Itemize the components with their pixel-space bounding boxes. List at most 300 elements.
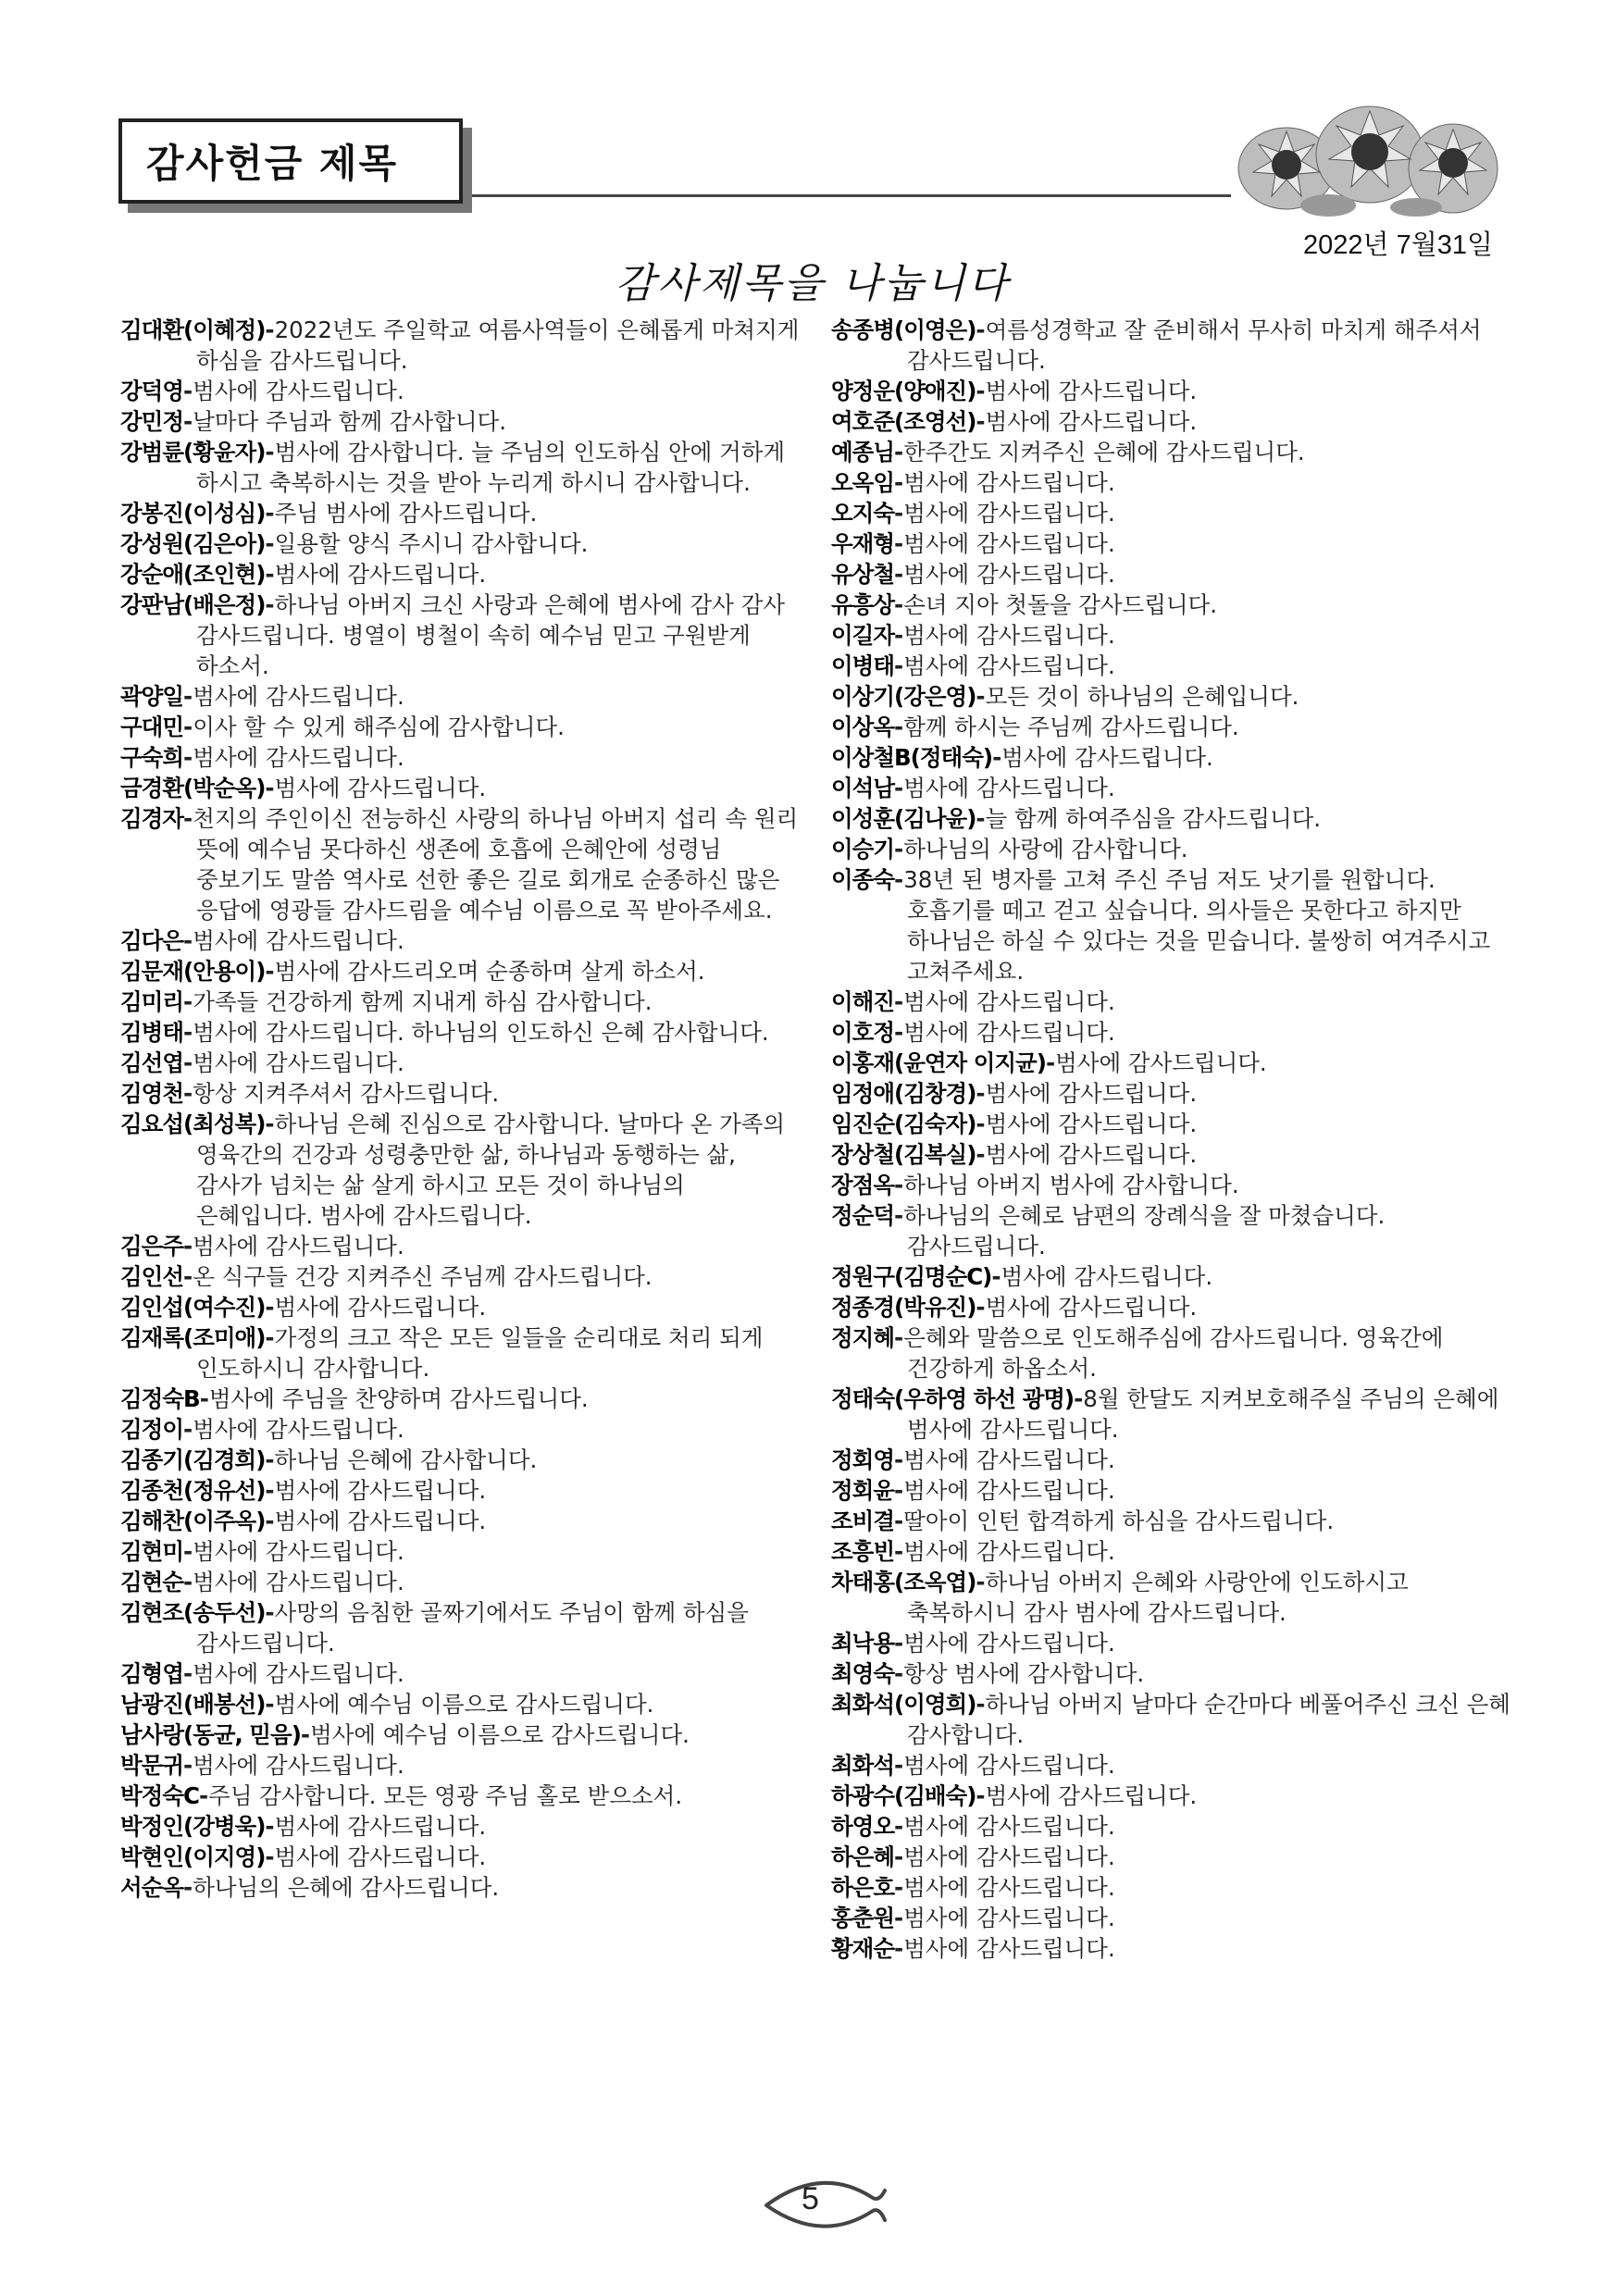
entry-separator: - — [894, 500, 904, 527]
thanks-entry — [120, 376, 805, 406]
thanks-entry — [120, 956, 805, 987]
entry-separator: - — [894, 1477, 904, 1504]
thanks-entry — [120, 803, 805, 925]
thanks-entry — [120, 1475, 805, 1506]
thanks-entry — [120, 773, 805, 803]
thanks-entry — [831, 437, 1516, 467]
thanks-entry — [831, 1139, 1516, 1170]
entry-name: 김해찬(이주옥) — [120, 1508, 266, 1534]
entry-text: 하나님의 은혜로 남편의 장례식을 잘 마쳤습니다. 감사드립니다. — [903, 1202, 1386, 1260]
thanks-entry — [120, 1109, 805, 1231]
entry-separator: - — [894, 1202, 904, 1229]
entry-name: 김형엽 — [120, 1660, 184, 1687]
entry-separator: - — [894, 439, 904, 465]
thanks-entry — [831, 590, 1516, 620]
entry-name: 양정운(양애진) — [831, 378, 976, 404]
entry-separator: - — [183, 1233, 193, 1260]
entry-text: 범사에 감사드립니다. — [985, 1080, 1198, 1107]
entry-text: 범사에 감사드립니다. — [903, 561, 1115, 588]
entry-text: 범사에 주님을 찬양하며 감사드립니다. — [208, 1385, 589, 1412]
thanks-entry — [120, 1078, 805, 1109]
entry-name: 하은혜 — [831, 1843, 895, 1870]
entry-name: 최영숙 — [831, 1660, 895, 1687]
entry-separator: - — [183, 1752, 193, 1779]
entry-separator: - — [265, 1111, 275, 1137]
thanks-entry — [120, 1567, 805, 1597]
entry-separator: - — [265, 1691, 275, 1718]
entry-name: 김인선 — [120, 1263, 184, 1290]
entry-text: 범사에 감사드립니다. — [274, 775, 487, 801]
entry-text: 범사에 감사드립니다. — [903, 1843, 1115, 1870]
thanks-entry — [120, 712, 805, 742]
thanks-entry — [831, 1109, 1516, 1139]
entry-separator: - — [894, 1660, 904, 1687]
entry-name: 황재순 — [831, 1935, 895, 1962]
thanks-entry — [120, 1750, 805, 1781]
entry-text: 범사에 감사드립니다. — [903, 1813, 1115, 1840]
entry-name: 금경환(박순옥) — [120, 775, 266, 801]
entry-text: 범사에 감사드립니다. — [193, 1233, 404, 1260]
entry-name: 여호준(조영선) — [831, 408, 976, 435]
thanks-entry — [120, 1384, 805, 1414]
entry-name: 박문귀 — [120, 1752, 184, 1779]
thanks-entry — [831, 498, 1516, 528]
entry-text: 범사에 감사드립니다. — [193, 683, 404, 710]
entry-separator: - — [265, 1843, 275, 1870]
thanks-entry — [120, 1414, 805, 1445]
entry-separator: - — [183, 1080, 193, 1107]
entry-separator: - — [1045, 1049, 1056, 1076]
entry-name: 이홍재(윤연자 이지균) — [831, 1049, 1046, 1076]
thanks-entry — [120, 1506, 805, 1536]
entry-name: 김종천(정유선) — [120, 1477, 266, 1504]
thanks-entry — [120, 1781, 805, 1811]
entry-separator: - — [894, 1935, 904, 1962]
thanks-entry — [120, 987, 805, 1017]
entry-name: 조흥빈 — [831, 1538, 895, 1565]
entry-separator: - — [183, 714, 193, 740]
entry-separator: - — [894, 1446, 904, 1473]
thanks-entry — [831, 1903, 1516, 1933]
entry-name: 박정숙C — [120, 1782, 199, 1809]
entry-name: 김재록(조미애) — [120, 1324, 266, 1351]
entry-name: 하광수(김배숙) — [831, 1782, 976, 1809]
entry-text: 범사에 감사드립니다. — [903, 1477, 1115, 1504]
entry-name: 정지혜 — [831, 1324, 895, 1351]
entry-name: 김은주 — [120, 1233, 184, 1260]
entry-name: 하영오 — [831, 1813, 895, 1840]
thanks-entry — [831, 1078, 1516, 1109]
entry-separator: - — [894, 866, 904, 893]
entry-name: 강범륜(황윤자) — [120, 439, 266, 465]
entry-separator: - — [894, 1752, 904, 1779]
entry-separator: - — [183, 378, 193, 404]
thanks-entry — [120, 437, 805, 498]
entry-name: 우재형 — [831, 530, 895, 557]
entry-separator: - — [894, 1874, 904, 1901]
thanks-entry — [120, 590, 805, 681]
entry-text: 일용할 양식 주시니 감사합니다. — [274, 530, 589, 557]
entry-name: 장상철(김복실) — [831, 1141, 976, 1168]
entry-separator: - — [183, 1049, 193, 1076]
entry-text: 범사에 감사드립니다. — [193, 1660, 404, 1687]
entry-text: 범사에 감사드립니다. — [903, 469, 1115, 496]
entry-name: 최낙용 — [831, 1630, 895, 1657]
thanks-entry — [120, 1292, 805, 1322]
entry-name: 이석남 — [831, 775, 895, 801]
entry-name: 박정인(강병욱) — [120, 1813, 266, 1840]
entry-separator: - — [183, 1569, 193, 1595]
thanks-entry — [120, 742, 805, 773]
entry-text: 범사에 감사드립니다. — [193, 927, 404, 954]
entry-name: 김대환(이혜정) — [120, 316, 266, 343]
entry-text: 하나님 아버지 은혜와 사랑안에 인도하시고 축복하시니 감사 범사에 감사드립니다. — [907, 1569, 1409, 1626]
entry-name: 구숙희 — [120, 744, 184, 771]
page-number: 5 — [802, 2181, 819, 2216]
entry-text: 하나님 아버지 날마다 순간마다 베풀어주신 크신 은혜 감사합니다. — [907, 1691, 1510, 1748]
entry-name: 최화석 — [831, 1752, 895, 1779]
thanks-entry — [831, 681, 1516, 712]
entry-text: 범사에 감사드립니다. — [985, 378, 1198, 404]
entry-separator: - — [992, 744, 1002, 771]
thanks-entry — [831, 528, 1516, 559]
entry-separator: - — [183, 683, 193, 710]
entry-separator: - — [894, 591, 904, 618]
thanks-entry — [831, 1689, 1516, 1750]
entry-name: 강순애(조인현) — [120, 561, 266, 588]
thanks-entry — [831, 406, 1516, 437]
entry-text: 하나님 은혜에 감사합니다. — [274, 1446, 538, 1473]
entry-name: 정태숙(우하영 하선 광명) — [831, 1385, 1075, 1412]
page-title-box — [118, 118, 463, 204]
thanks-entry — [831, 559, 1516, 590]
entry-text: 범사에 감사드립니다. — [903, 1874, 1115, 1901]
entry-name: 장점옥 — [831, 1172, 895, 1198]
entry-separator: - — [265, 1294, 275, 1321]
thanks-entry — [831, 620, 1516, 651]
entry-separator: - — [894, 1843, 904, 1870]
thanks-entry — [120, 925, 805, 956]
entry-separator: - — [976, 1782, 986, 1809]
entry-text: 하나님의 사랑에 감사합니다. — [903, 836, 1188, 863]
date-label: 2022년 7월31일 — [1303, 230, 1493, 260]
thanks-entry — [120, 1597, 805, 1658]
section-subtitle: 감사제목을 나눕니다 — [615, 260, 1011, 307]
thanks-entry — [831, 1200, 1516, 1261]
entry-text: 8월 한달도 지켜보호해주실 주님의 은혜에 범사에 감사드립니다. — [907, 1385, 1499, 1443]
entry-name: 강봉진(이성심) — [120, 500, 266, 527]
entry-name: 이승기 — [831, 836, 895, 863]
entry-separator: - — [976, 1294, 986, 1321]
entry-text: 하나님의 은혜에 감사드립니다. — [193, 1874, 500, 1901]
entry-name: 남사랑(동균, 믿음) — [120, 1721, 301, 1748]
entry-text: 함께 하시는 주님께 감사드립니다. — [903, 714, 1239, 740]
entry-separator: - — [183, 1874, 193, 1901]
entry-separator: - — [976, 1691, 986, 1718]
entry-separator: - — [265, 1477, 275, 1504]
entry-text: 주님 범사에 감사드립니다. — [274, 500, 538, 527]
thanks-entry — [120, 1719, 805, 1750]
entry-name: 김현순 — [120, 1569, 184, 1595]
entry-name: 정회윤 — [831, 1477, 895, 1504]
thanks-entry — [831, 1261, 1516, 1292]
entry-text: 범사에 감사드립니다. — [193, 1569, 404, 1595]
entry-name: 차태홍(조옥엽) — [831, 1569, 976, 1595]
entry-separator: - — [183, 1019, 193, 1046]
entry-text: 범사에 감사드립니다. — [985, 1111, 1198, 1137]
page-title: 감사헌금 제목 — [146, 141, 399, 186]
entry-text: 범사에 감사드립니다. — [274, 1477, 487, 1504]
entry-name: 김미리 — [120, 988, 184, 1015]
thanks-entry — [831, 1750, 1516, 1781]
thanks-entry — [120, 1231, 805, 1261]
entry-separator: - — [894, 1813, 904, 1840]
entry-separator: - — [976, 1080, 986, 1107]
entry-separator: - — [894, 530, 904, 557]
thanks-entry — [120, 681, 805, 712]
entry-separator: - — [265, 1599, 275, 1626]
entry-text: 범사에 감사드립니다. — [903, 622, 1115, 649]
entry-name: 이상옥 — [831, 714, 895, 740]
entry-separator: - — [1074, 1385, 1084, 1412]
thanks-entry — [831, 742, 1516, 773]
entry-name: 조비결 — [831, 1508, 895, 1534]
thanks-entry — [831, 773, 1516, 803]
entry-text: 범사에 감사드립니다. — [903, 1905, 1115, 1931]
entry-name: 최화석(이영희) — [831, 1691, 976, 1718]
entry-separator: - — [183, 1660, 193, 1687]
entry-name: 김다은 — [120, 927, 184, 954]
thanks-entry — [831, 1475, 1516, 1506]
entry-name: 김종기(김경희) — [120, 1446, 266, 1473]
thanks-entry — [120, 406, 805, 437]
entry-name: 이길자 — [831, 622, 895, 649]
entry-text: 범사에 감사드립니다. — [985, 1294, 1198, 1321]
entry-text: 범사에 감사드립니다. 하나님의 인도하신 은혜 감사합니다. — [193, 1019, 769, 1046]
entry-separator: - — [976, 1111, 986, 1137]
entry-name: 김현조(송두선) — [120, 1599, 266, 1626]
entry-name: 김정이 — [120, 1416, 184, 1443]
entry-text: 범사에 감사드립니다. — [903, 1752, 1115, 1779]
entry-separator: - — [894, 988, 904, 1015]
entry-text: 범사에 감사드립니다. — [274, 1843, 487, 1870]
entry-separator: - — [183, 988, 193, 1015]
entry-text: 범사에 감사드립니다. — [903, 988, 1115, 1015]
thanks-entry — [831, 1445, 1516, 1475]
entry-name: 김경자 — [120, 805, 184, 832]
entry-name: 김문재(안용이) — [120, 958, 266, 985]
entry-text: 38년 된 병자를 고쳐 주신 주님 저도 낫기를 원합니다. 호흡기를 떼고 걷고 싶습니다. 의사들은 못한다고 하지만 하나님은 하실 수 있다는 것을 믿습니다. 불쌍히 여겨주시고 고쳐주세요. — [903, 866, 1491, 985]
entry-separator: - — [991, 1263, 1001, 1290]
entry-separator: - — [894, 1019, 904, 1046]
entry-name: 김영천 — [120, 1080, 184, 1107]
thanks-entry — [831, 834, 1516, 864]
thanks-entry — [120, 1811, 805, 1842]
thanks-entry — [831, 315, 1516, 376]
thanks-entry — [120, 1842, 805, 1872]
thanks-entry — [831, 1933, 1516, 1964]
entry-text: 범사에 예수님 이름으로 감사드립니다. — [310, 1721, 690, 1748]
entry-text: 온 식구들 건강 지켜주신 주님께 감사드립니다. — [193, 1263, 653, 1290]
thanks-entry — [831, 987, 1516, 1017]
thanks-entry — [831, 1567, 1516, 1628]
entry-text: 범사에 감사드립니다. — [193, 1049, 404, 1076]
entry-text: 범사에 감사드립니다. — [903, 500, 1115, 527]
thanks-entry — [120, 1536, 805, 1567]
entry-text: 항상 지켜주셔서 감사드립니다. — [193, 1080, 500, 1107]
thanks-entry — [831, 1658, 1516, 1689]
entry-name: 강민정 — [120, 408, 184, 435]
entry-name: 구대민 — [120, 714, 184, 740]
entry-text: 범사에 예수님 이름으로 감사드립니다. — [274, 1691, 654, 1718]
entry-text: 하나님 은혜 진심으로 감사합니다. 날마다 온 가족의 영육간의 건강과 성령충만한 삶, 하나님과 동행하는 삶, 감사가 넘치는 삶 살게 하시고 모든 것이 하나님의 은혜입니다. 범사에 감사드립니다. — [196, 1111, 786, 1229]
sunflower-image — [1231, 104, 1499, 219]
entry-text: 범사에 감사드립니다. — [193, 1416, 404, 1443]
entry-text: 모든 것이 하나님의 은혜입니다. — [985, 683, 1299, 710]
thanks-entry — [831, 712, 1516, 742]
entry-name: 임정애(김창경) — [831, 1080, 976, 1107]
thanks-entry — [831, 1628, 1516, 1658]
thanks-entry — [831, 651, 1516, 681]
entry-separator: - — [976, 805, 986, 832]
thanks-entry — [831, 1781, 1516, 1811]
entry-text: 범사에 감사드립니다. — [274, 561, 487, 588]
entry-name: 김현미 — [120, 1538, 184, 1565]
entry-text: 범사에 감사드립니다. — [903, 1630, 1115, 1657]
entry-name: 유흥상 — [831, 591, 895, 618]
entry-separator: - — [894, 1324, 904, 1351]
entry-separator: - — [265, 1446, 275, 1473]
entry-text: 여름성경학교 잘 준비해서 무사히 마치게 해주셔서 감사드립니다. — [907, 316, 1482, 374]
entry-text: 가정의 크고 작은 모든 일들을 순리대로 처리 되게 인도하시니 감사합니다. — [196, 1324, 764, 1382]
entry-separator: - — [265, 958, 275, 985]
entry-separator: - — [894, 1538, 904, 1565]
entry-text: 날마다 주님과 함께 감사합니다. — [193, 408, 507, 435]
thanks-entry — [831, 1506, 1516, 1536]
entry-separator: - — [976, 1141, 986, 1168]
entry-text: 범사에 감사드립니다. — [985, 1782, 1198, 1809]
page-number-badge — [757, 2170, 896, 2235]
entry-text: 딸아이 인턴 합격하게 하심을 감사드립니다. — [903, 1508, 1335, 1534]
thanks-entry — [120, 1689, 805, 1719]
entry-text: 범사에 감사드립니다. — [193, 378, 404, 404]
entry-separator: - — [894, 1905, 904, 1931]
entry-separator: - — [976, 1569, 986, 1595]
thanks-entry — [831, 803, 1516, 834]
thanks-entry — [831, 467, 1516, 498]
entry-name: 김병태 — [120, 1019, 184, 1046]
entry-name: 강판남(배은정) — [120, 591, 266, 618]
thanks-entry — [120, 1872, 805, 1903]
entry-name: 이상철B(정태숙) — [831, 744, 993, 771]
thanks-entry — [120, 498, 805, 528]
entry-text: 주님 감사합니다. 모든 영광 주님 홀로 받으소서. — [208, 1782, 683, 1809]
entry-name: 임진순(김숙자) — [831, 1111, 976, 1137]
entry-separator: - — [265, 530, 275, 557]
entry-name: 유상철 — [831, 561, 895, 588]
entry-name: 이종숙 — [831, 866, 895, 893]
entry-separator: - — [183, 408, 193, 435]
thanks-entry — [831, 1536, 1516, 1567]
entry-text: 범사에 감사합니다. 늘 주님의 인도하심 안에 거하게 하시고 축복하시는 것을 받아 누리게 하시니 감사합니다. — [196, 439, 786, 496]
thanks-entry — [120, 1261, 805, 1292]
entry-name: 오지숙 — [831, 500, 895, 527]
thanks-entry — [831, 1842, 1516, 1872]
left-column — [120, 315, 805, 1903]
entry-separator: - — [183, 1538, 193, 1565]
thanks-entry — [831, 1048, 1516, 1078]
entry-separator: - — [198, 1782, 209, 1809]
entry-name: 남광진(배봉선) — [120, 1691, 266, 1718]
entry-separator: - — [265, 591, 275, 618]
entry-separator: - — [976, 378, 986, 404]
entry-text: 범사에 감사드립니다. — [903, 1446, 1115, 1473]
thanks-entry — [831, 1017, 1516, 1048]
thanks-entry — [120, 1017, 805, 1048]
thanks-entry — [831, 1292, 1516, 1322]
entry-separator: - — [894, 1172, 904, 1198]
thanks-entry — [831, 864, 1516, 987]
right-column — [831, 315, 1516, 1964]
entry-text: 2022년도 주일학교 여름사역들이 은혜롭게 마쳐지게 하심을 감사드립니다. — [196, 316, 800, 374]
entry-name: 예종님 — [831, 439, 895, 465]
entry-text: 범사에 감사드립니다. — [903, 530, 1115, 557]
entry-text: 범사에 감사드립니다. — [903, 1935, 1115, 1962]
entry-text: 범사에 감사드립니다. — [274, 1813, 487, 1840]
entry-separator: - — [265, 1508, 275, 1534]
entry-text: 손녀 지아 첫돌을 감사드립니다. — [903, 591, 1218, 618]
entry-separator: - — [894, 469, 904, 496]
entry-separator: - — [976, 316, 986, 343]
entry-name: 서순옥 — [120, 1874, 184, 1901]
entry-text: 가족들 건강하게 함께 지내게 하심 감사합니다. — [193, 988, 653, 1015]
entry-text: 범사에 감사드립니다. — [193, 744, 404, 771]
entry-separator: - — [894, 652, 904, 679]
entry-separator: - — [894, 775, 904, 801]
entry-separator: - — [976, 683, 986, 710]
entry-text: 범사에 감사드립니다. — [903, 775, 1115, 801]
entry-separator: - — [265, 1813, 275, 1840]
entry-text: 범사에 감사드리오며 순종하며 살게 하소서. — [274, 958, 705, 985]
thanks-entry — [120, 1048, 805, 1078]
entry-text: 범사에 감사드립니다. — [274, 1294, 487, 1321]
entry-separator: - — [894, 1508, 904, 1534]
entry-name: 정순덕 — [831, 1202, 895, 1229]
entry-separator: - — [265, 561, 275, 588]
thanks-entry — [120, 1658, 805, 1689]
entry-text: 범사에 감사드립니다. — [193, 1538, 404, 1565]
entry-name: 박현인(이지영) — [120, 1843, 266, 1870]
entry-name: 정원구(김명순C) — [831, 1263, 992, 1290]
entry-name: 이성훈(김나윤) — [831, 805, 976, 832]
entry-separator: - — [183, 927, 193, 954]
entry-separator: - — [265, 500, 275, 527]
entry-separator: - — [265, 775, 275, 801]
entry-separator: - — [265, 439, 275, 465]
entry-separator: - — [183, 1416, 193, 1443]
entry-separator: - — [894, 622, 904, 649]
entry-text: 범사에 감사드립니다. — [1055, 1049, 1267, 1076]
entry-text: 범사에 감사드립니다. — [903, 652, 1115, 679]
thanks-entry — [831, 1384, 1516, 1445]
entry-text: 범사에 감사드립니다. — [1001, 1263, 1213, 1290]
thanks-entry — [831, 1322, 1516, 1384]
entry-separator: - — [265, 316, 275, 343]
entry-name: 송종병(이영은) — [831, 316, 976, 343]
entry-separator: - — [265, 1324, 275, 1351]
entry-text: 항상 범사에 감사합니다. — [903, 1660, 1145, 1687]
fish-icon — [757, 2170, 896, 2235]
